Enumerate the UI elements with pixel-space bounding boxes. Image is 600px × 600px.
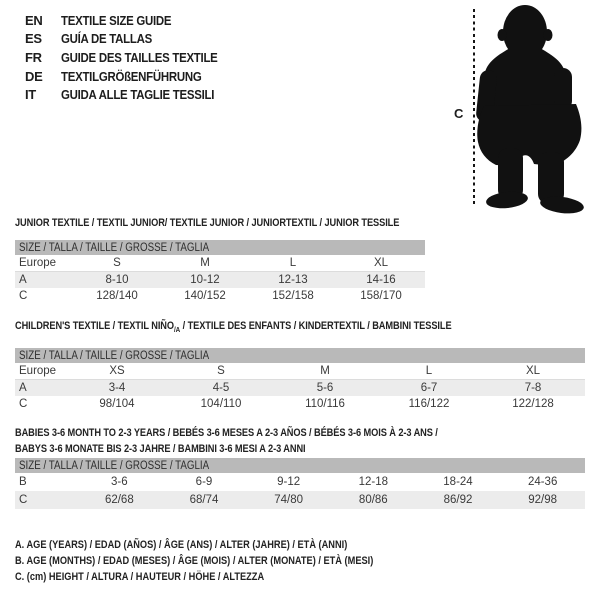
table-row-b xyxy=(15,473,585,491)
legend-line-a xyxy=(15,537,442,553)
cell: 3-6 xyxy=(111,476,128,488)
cell: 14-16 xyxy=(366,274,396,286)
cell: S xyxy=(217,365,225,377)
cell: 158/170 xyxy=(360,290,402,302)
size-header-text: SIZE / TALLA / TAILLE / GRÖSSE / TAGLIA xyxy=(19,459,210,472)
cell: 24-36 xyxy=(527,476,558,488)
row-label: C xyxy=(19,398,28,410)
cell: 5-6 xyxy=(316,382,334,394)
cell: XL xyxy=(373,257,389,269)
size-header-text: SIZE / TALLA / TAILLE / GRÖSSE / TAGLIA xyxy=(19,241,210,254)
row-label: C xyxy=(19,290,28,302)
cell: 7-8 xyxy=(524,382,542,394)
language-code: EN xyxy=(25,12,43,28)
baby-figure xyxy=(440,0,600,220)
language-code: FR xyxy=(25,49,42,65)
cell: 104/110 xyxy=(200,398,242,410)
language-title: GUIDA ALLE TAGLIE TESSILI xyxy=(61,87,215,103)
cell: 80/86 xyxy=(358,494,388,506)
cell: M xyxy=(320,365,330,377)
size-header-bar xyxy=(15,458,585,473)
cell: 62/68 xyxy=(104,494,134,506)
table-row-a xyxy=(15,272,425,288)
title-suffix: / TEXTILE DES ENFANTS / KINDERTEXTIL / BAMBINI TESSILE xyxy=(180,320,452,332)
cell: L xyxy=(289,257,297,269)
junior-table-title-text: JUNIOR TEXTILE / TEXTIL JUNIOR/ TEXTILE JUNIOR / JUNIORTEXTIL / JUNIOR TESSILE xyxy=(15,217,400,229)
cell: 6-7 xyxy=(420,382,438,394)
cell: L xyxy=(425,365,433,377)
cell: 74/80 xyxy=(274,494,304,506)
language-row xyxy=(25,48,239,67)
language-code: IT xyxy=(25,87,36,103)
babies-title-line2: BABYS 3-6 MONATE BIS 2-3 JAHRE / BAMBINI 3-6 MESI A 2-3 ANNI xyxy=(15,443,306,455)
cell: 98/104 xyxy=(99,398,135,410)
cell: 12-13 xyxy=(278,274,308,286)
size-header-bar xyxy=(15,348,585,363)
table-row-c xyxy=(15,396,585,412)
cell: 152/158 xyxy=(272,290,314,302)
cell: 122/128 xyxy=(512,398,554,410)
language-title: TEXTILGRÖßENFÜHRUNG xyxy=(61,68,202,84)
row-label: A xyxy=(19,274,27,286)
baby-silhouette-icon xyxy=(440,0,600,220)
babies-size-table xyxy=(15,458,585,509)
size-header-bar xyxy=(15,240,425,255)
cell: M xyxy=(200,257,210,269)
language-row xyxy=(25,85,239,104)
table-row-europe xyxy=(15,255,425,272)
language-list xyxy=(25,11,239,104)
table-row-c xyxy=(15,491,585,509)
children-size-table xyxy=(15,348,585,412)
legend-line-c-text: C. (cm) HEIGHT / ALTURA / HAUTEUR / HÖHE / ALTEZZA xyxy=(15,571,265,583)
row-label: B xyxy=(19,476,27,488)
language-code: DE xyxy=(25,68,43,84)
language-title: GUÍA DE TALLAS xyxy=(61,31,152,47)
cell: 86/92 xyxy=(443,494,473,506)
cell: 18-24 xyxy=(443,476,473,488)
children-table-title-text xyxy=(15,320,452,334)
cell: 110/116 xyxy=(305,398,345,410)
table-row-c xyxy=(15,288,425,304)
language-row xyxy=(25,67,239,86)
cell: 140/152 xyxy=(184,290,226,302)
cell: XL xyxy=(525,365,541,377)
cell: 9-12 xyxy=(277,476,301,488)
legend xyxy=(15,537,442,585)
size-header-text: SIZE / TALLA / TAILLE / GRÖSSE / TAGLIA xyxy=(19,349,210,362)
cell: 6-9 xyxy=(195,476,213,488)
title-prefix: CHILDREN'S TEXTILE / TEXTIL NIÑO xyxy=(15,320,174,332)
table-row-a xyxy=(15,380,585,396)
row-label: C xyxy=(19,494,28,506)
legend-line-a-text: A. AGE (YEARS) / EDAD (AÑOS) / ÂGE (ANS) / ALTER (JAHRE) / ETÀ (ANNI) xyxy=(15,539,348,551)
cell: 128/140 xyxy=(96,290,138,302)
legend-line-b xyxy=(15,553,442,569)
row-label: Europe xyxy=(19,365,57,377)
legend-line-c xyxy=(15,569,442,585)
row-label: A xyxy=(19,382,27,394)
cell: 116/122 xyxy=(408,398,450,410)
language-title: GUIDE DES TAILLES TEXTILE xyxy=(61,49,218,65)
cell: 12-18 xyxy=(358,476,389,488)
language-row xyxy=(25,11,239,30)
babies-title-line1: BABIES 3-6 MONTH TO 2-3 YEARS / BEBÉS 3-6 MESES A 2-3 AÑOS / BÉBÉS 3-6 MOIS À 2-3 ANS / xyxy=(15,427,438,439)
cell: 92/98 xyxy=(528,494,558,506)
title-subscript: /A xyxy=(173,325,181,335)
cell: XS xyxy=(109,365,125,377)
language-row xyxy=(25,30,239,49)
legend-line-b-text: B. AGE (MONTHS) / EDAD (MESES) / ÂGE (MOIS) / ALTER (MONATE) / ETÀ (MESI) xyxy=(15,555,374,567)
junior-size-table xyxy=(15,240,425,304)
children-table-title xyxy=(15,320,535,334)
row-label: Europe xyxy=(19,257,57,269)
language-code: ES xyxy=(25,31,42,47)
cell: 3-4 xyxy=(108,382,126,394)
language-title: TEXTILE SIZE GUIDE xyxy=(61,12,172,28)
cell: 68/74 xyxy=(189,494,219,506)
table-row-europe xyxy=(15,363,585,380)
cell: 4-5 xyxy=(212,382,230,394)
cell: 8-10 xyxy=(105,274,129,286)
cell: 10-12 xyxy=(190,274,220,286)
junior-table-title xyxy=(15,217,473,229)
cell: S xyxy=(113,257,121,269)
height-c-label: C xyxy=(454,106,464,121)
babies-table-title xyxy=(15,425,518,457)
